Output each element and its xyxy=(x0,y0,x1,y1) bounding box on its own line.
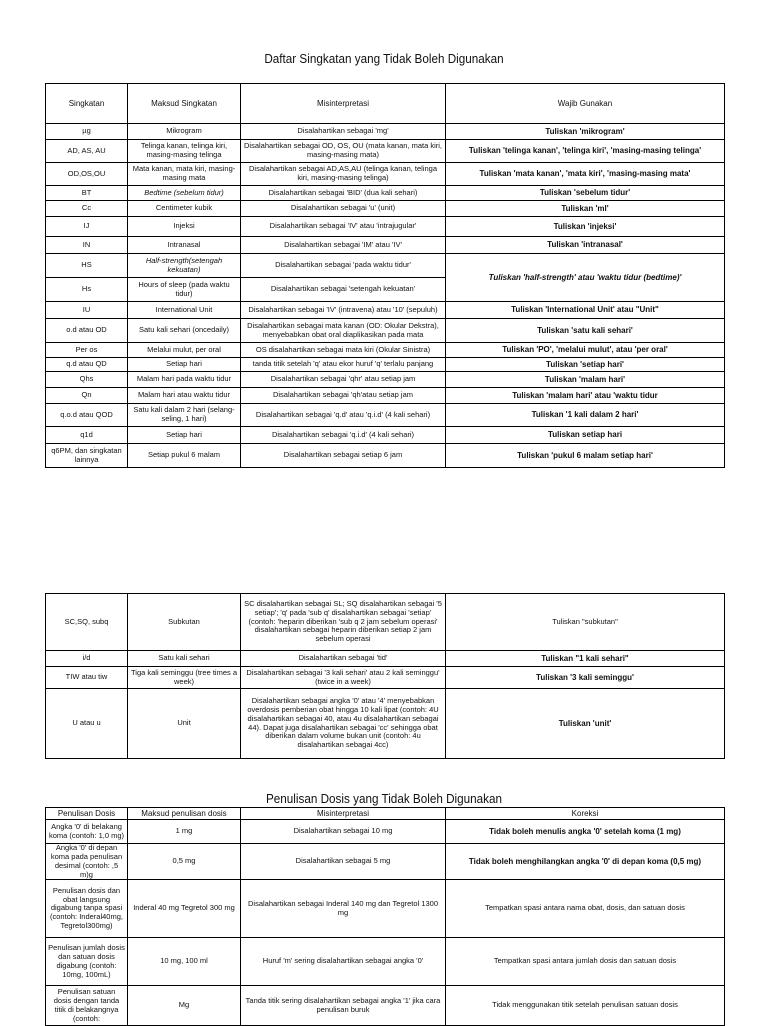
cell: Malam hari pada waktu tidur xyxy=(128,372,241,388)
cell: Tuliskan '1 kali dalam 2 hari' xyxy=(446,404,725,427)
cell: Centimeter kubik xyxy=(128,201,241,217)
cell: Satu kali dalam 2 hari (selang-seling, 1 hari) xyxy=(128,404,241,427)
cell: Mikrogram xyxy=(128,124,241,140)
cell: Tempatkan spasi antara nama obat, dosis, dan satuan dosis xyxy=(446,880,725,938)
table-row xyxy=(46,254,725,278)
header-cell: Maksud penulisan dosis xyxy=(128,808,241,820)
cell: q1d xyxy=(46,427,128,444)
cell: Disalahartikan sebagai OD, OS, OU (mata kanan, mata kiri, masing-masing mata) xyxy=(241,140,446,163)
cell: Hs xyxy=(46,278,128,302)
cell: Cc xyxy=(46,201,128,217)
cell: Qn xyxy=(46,388,128,404)
cell: i/d xyxy=(46,651,128,667)
cell: Setiap hari xyxy=(128,358,241,372)
table1-title: Daftar Singkatan yang Tidak Boleh Digunakan xyxy=(264,51,504,66)
cell: Disalahartikan sebagai 'tid' xyxy=(241,651,446,667)
cell: Mg xyxy=(128,986,241,1026)
cell: Tidak boleh menghilangkan angka '0' di depan koma (0,5 mg) xyxy=(446,844,725,880)
table-row xyxy=(46,427,725,444)
cell: Setiap pukul 6 malam xyxy=(128,444,241,468)
cell: Disalahartikan sebagai 'u' (unit) xyxy=(241,201,446,217)
cell: µg xyxy=(46,124,128,140)
header-cell: Koreksi xyxy=(446,808,725,820)
cell: Tempatkan spasi antara jumlah dosis dan satuan dosis xyxy=(446,938,725,986)
cell: Tanda titik sering disalahartikan sebagai angka '1' jika cara penulisan buruk xyxy=(241,986,446,1026)
table-row xyxy=(46,651,725,667)
cell: AD, AS, AU xyxy=(46,140,128,163)
cell: Disalahartikan sebagai setiap 6 jam xyxy=(241,444,446,468)
table-row xyxy=(46,124,725,140)
cell: Huruf 'm' sering disalahartikan sebagai angka '0' xyxy=(241,938,446,986)
table-row xyxy=(46,343,725,358)
table3-title: Penulisan Dosis yang Tidak Boleh Digunakan xyxy=(265,791,503,806)
cell: Melalui mulut, per oral xyxy=(128,343,241,358)
table-header-row xyxy=(46,84,725,124)
cell: Angka '0' di depan koma pada penulisan desimal (contoh: ,5 m)g xyxy=(46,844,128,880)
cell: Tuliskan 'sebelum tidur' xyxy=(446,186,725,201)
cell: OD,OS,OU xyxy=(46,163,128,186)
cell: Tuliskan "1 kali sehari" xyxy=(446,651,725,667)
cell: Disalahartikan sebagai 'q.i.d' (4 kali sehari) xyxy=(241,427,446,444)
cell: Disalahartikan sebagai 'setengah kekuatan' xyxy=(241,278,446,302)
table-row xyxy=(46,319,725,343)
cell: Subkutan xyxy=(128,594,241,651)
cell: Disalahartikan sebagai '3 kali sehari' atau 2 kali seminggu' (twice in a week) xyxy=(241,667,446,689)
cell: IU xyxy=(46,302,128,319)
cell: Disalahartikan sebagai 'mg' xyxy=(241,124,446,140)
table-row xyxy=(46,302,725,319)
header-cell: Misinterpretasi xyxy=(241,84,446,124)
cell: Disalahartikan sebagai 'pada waktu tidur' xyxy=(241,254,446,278)
cell: BT xyxy=(46,186,128,201)
cell: TIW atau tiw xyxy=(46,667,128,689)
table-row xyxy=(46,372,725,388)
cell: Disalahartikan sebagai 'IM' atau 'IV' xyxy=(241,237,446,254)
cell: Penulisan dosis dan obat langsung digabung tanpa spasi (contoh: Inderal40mg, Tegretol300mg) xyxy=(46,880,128,938)
cell: Per os xyxy=(46,343,128,358)
cell: IJ xyxy=(46,217,128,237)
table-row xyxy=(46,217,725,237)
cell: Disalahartikan sebagai angka '0' atau '4' menyebabkan overdosis pemberian obat hingga 10 kali lipat (contoh: 4U disalahartikan sebagai 40, atau 4u disalahartikan sebagai 44). Dapat juga disalahartikan sebagai 'cc' sehingga obat diberikan dalam volume bukan unit (contoh: 4u disalahartikan sebagai 4cc) xyxy=(241,689,446,759)
table-row xyxy=(46,667,725,689)
cell: Tuliskan 'malam hari' xyxy=(446,372,725,388)
cell: Disalahartikan sebagai AD,AS,AU (telinga kanan, telinga kiri, masing-masing telinga) xyxy=(241,163,446,186)
cell: Tuliskan 'PO', 'melalui mulut', atau 'per oral' xyxy=(446,343,725,358)
cell: Tidak boleh menulis angka '0' setelah koma (1 mg) xyxy=(446,820,725,844)
cell: 1 mg xyxy=(128,820,241,844)
cell: Penulisan jumlah dosis dan satuan dosis digabung (contoh: 10mg, 100mL) xyxy=(46,938,128,986)
cell: Intranasal xyxy=(128,237,241,254)
table-header-row xyxy=(46,808,725,820)
cell: Angka '0' di belakang koma (contoh: 1,0 mg) xyxy=(46,820,128,844)
abbreviation-table xyxy=(45,83,725,468)
cell: Disalahartikan sebagai Inderal 140 mg dan Tegretol 1300 mg xyxy=(241,880,446,938)
cell: Tuliskan 'intranasal' xyxy=(446,237,725,254)
cell: Disalahartikan sebagai 'qhr' atau setiap jam xyxy=(241,372,446,388)
header-cell: Wajib Gunakan xyxy=(446,84,725,124)
table-row xyxy=(46,140,725,163)
cell: Injeksi xyxy=(128,217,241,237)
cell: Tuliskan 'satu kali sehari' xyxy=(446,319,725,343)
table-row xyxy=(46,880,725,938)
table-row xyxy=(46,820,725,844)
cell: SC disalahartikan sebagai SL; SQ disalahartikan sebagai '5 setiap'; 'q' pada 'sub q' disalahartikan sebagai 'setiap' (contoh: 'heparin diberikan 'sub q 2 jam sebelum operasi' disalahartikan sebagai heparin diberikan setiap 2 jam sebelum operasi xyxy=(241,594,446,651)
cell: Tuliskan 'ml' xyxy=(446,201,725,217)
cell: o.d atau OD xyxy=(46,319,128,343)
table-row xyxy=(46,844,725,880)
table-row xyxy=(46,594,725,651)
cell: Hours of sleep (pada waktu tidur) xyxy=(128,278,241,302)
cell: Disalahartikan sebagai 'q.d' atau 'q.i.d' (4 kali sehari) xyxy=(241,404,446,427)
cell: Tuliskan 'pukul 6 malam setiap hari' xyxy=(446,444,725,468)
cell: Tuliskan '3 kali seminggu' xyxy=(446,667,725,689)
dosage-table xyxy=(45,807,725,1026)
cell: International Unit xyxy=(128,302,241,319)
cell: U atau u xyxy=(46,689,128,759)
cell: Tuliskan 'injeksi' xyxy=(446,217,725,237)
cell: Mata kanan, mata kiri, masing-masing mata xyxy=(128,163,241,186)
cell: Disalahartikan sebagai 'IV' atau 'intrajugular' xyxy=(241,217,446,237)
cell: Disalahartikan sebagai 5 mg xyxy=(241,844,446,880)
cell: Disalahartikan sebagai 10 mg xyxy=(241,820,446,844)
cell: Inderal 40 mg Tegretol 300 mg xyxy=(128,880,241,938)
table-row xyxy=(46,938,725,986)
cell: Disalahartikan sebagai 'IV' (intravena) atau '10' (sepuluh) xyxy=(241,302,446,319)
header-cell: Misinterpretasi xyxy=(241,808,446,820)
header-cell: Maksud Singkatan xyxy=(128,84,241,124)
cell: Tuliskan 'half-strength' atau 'waktu tidur (bedtime)' xyxy=(446,254,725,302)
header-cell: Penulisan Dosis xyxy=(46,808,128,820)
table-row xyxy=(46,986,725,1026)
cell: HS xyxy=(46,254,128,278)
cell: Setiap hari xyxy=(128,427,241,444)
cell: OS disalahartikan sebagai mata kiri (Okular Sinistra) xyxy=(241,343,446,358)
table-row xyxy=(46,186,725,201)
table-row xyxy=(46,388,725,404)
cell: Bedtime (sebelum tidur) xyxy=(128,186,241,201)
cell: Tuliskan setiap hari xyxy=(446,427,725,444)
cell: Qhs xyxy=(46,372,128,388)
cell: Tuliskan 'International Unit' atau "Unit" xyxy=(446,302,725,319)
cell: Half-strength(setengah kekuatan) xyxy=(128,254,241,278)
cell: 10 mg, 100 ml xyxy=(128,938,241,986)
table-row xyxy=(46,689,725,759)
cell: Telinga kanan, telinga kiri, masing-masing telinga xyxy=(128,140,241,163)
cell: Tidak menggunakan titik setelah penulisan satuan dosis xyxy=(446,986,725,1026)
header-cell: Singkatan xyxy=(46,84,128,124)
cell: Disalahartikan sebagai 'BID' (dua kali sehari) xyxy=(241,186,446,201)
cell: Tuliskan "subkutan" xyxy=(446,594,725,651)
cell: Disalahartikan sebagai mata kanan (OD: Okular Dekstra), menyebabkan obat oral diaplikasikan pada mata xyxy=(241,319,446,343)
cell: SC,SQ, subq xyxy=(46,594,128,651)
cell: tanda titik setelah 'q' atau ekor huruf 'q' terlalu panjang xyxy=(241,358,446,372)
cell: Tuliskan 'setiap hari' xyxy=(446,358,725,372)
cell: q.d atau QD xyxy=(46,358,128,372)
cell: Penulisan satuan dosis dengan tanda titik di belakangnya (contoh: xyxy=(46,986,128,1026)
cell: IN xyxy=(46,237,128,254)
table-row xyxy=(46,201,725,217)
cell: Tuliskan 'malam hari' atau 'waktu tidur xyxy=(446,388,725,404)
table-row xyxy=(46,163,725,186)
cell: Tuliskan 'telinga kanan', 'telinga kiri', 'masing-masing telinga' xyxy=(446,140,725,163)
table-row xyxy=(46,237,725,254)
cell: Unit xyxy=(128,689,241,759)
cell: Tuliskan 'unit' xyxy=(446,689,725,759)
cell: Tuliskan 'mikrogram' xyxy=(446,124,725,140)
cell: q6PM, dan singkatan lainnya xyxy=(46,444,128,468)
cell: Tiga kali seminggu (tree times a week) xyxy=(128,667,241,689)
cell: Malam hari atau waktu tidur xyxy=(128,388,241,404)
abbreviation-table-continued xyxy=(45,593,725,759)
table-row xyxy=(46,404,725,427)
cell: Disalahartikan sebagai 'qh'atau setiap jam xyxy=(241,388,446,404)
cell: q.o.d atau QOD xyxy=(46,404,128,427)
cell: Tuliskan 'mata kanan', 'mata kiri', 'masing-masing mata' xyxy=(446,163,725,186)
cell: Satu kali sehari xyxy=(128,651,241,667)
table-row xyxy=(46,444,725,468)
table-row xyxy=(46,358,725,372)
cell: 0,5 mg xyxy=(128,844,241,880)
cell: Satu kali sehari (oncedaily) xyxy=(128,319,241,343)
